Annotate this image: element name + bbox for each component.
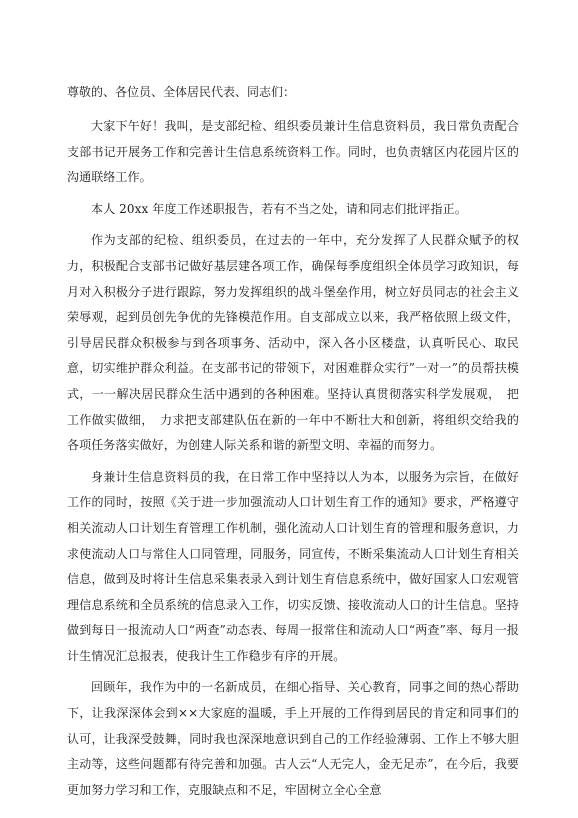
salutation: 尊敬的、各位员、全体居民代表、同志们：: [67, 85, 296, 99]
paragraph-greeting: 大家下午好！我叫，是支部纪检、组织委员兼计生信息资料员，我日常负责配合支部书记开展务工作和完善计生信息系统资料工作。同时，也负责辖区内花园片区的沟通联络工作。: [67, 119, 519, 185]
document-page: [67, 78, 519, 809]
paragraph-discipline-work: 作为支部的纪检、组织委员，在过去的一年中，充分发挥了人民群众赋予的权力，积极配合支部书记做好基层建各项工作，确保每季度组织全体员学习政知识，每月对入积极分子进行跟踪，努力发挥组织的战斗堡垒作用，树立好员同志的社会主义荣辱观，起到员创先争优的先锋模范作用。自支部成立以来，我严格依照上级文件，引导居民群众积极参与到各项事务、活动中，深入各小区楼盘，认真听民心、取民意，切实维护群众利益。在支部书记的带领下，对困难群众实行”一对一”的员帮扶模式，一一解决居民群众生活中遇到的各种困难。坚持认真贯彻落实科学发展观， 把工作做实做细， 力求把支部建队伍在新的一年中不断壮大和创新，将组织交给我的各项任务落实做好，为创建人际关系和谐的新型文明、幸福的而努力。: [67, 233, 519, 453]
paragraph-family-planning-work: 身兼计生信息资料员的我，在日常工作中坚持以人为本，以服务为宗旨，在做好工作的同时，按照《关于进一步加强流动人口计划生育工作的通知》要求，严格遵守相关流动人口计划生育管理工作机制，强化流动人口计划生育的管理和服务意识，力求使流动人口与常住人口同管理，同服务，同宣传，不断采集流动人口计划生育相关信息，做到及时将计生信息采集表录入到计划生育信息系统中，做好国家人口宏观管理信息系统和全员系统的信息录入工作，切实反馈、接收流动人口的计生信息。坚持做到每日一报流动人口“两查”动态表、每周一报常住和流动人口“两查”率、每月一报计生情况汇总报表，使我计生工作稳步有序的开展。: [67, 469, 519, 663]
paragraph-intro: 本人 20xx 年度工作述职报告，若有不当之处，请和同志们批评指正。: [91, 201, 467, 216]
paragraph-review: 回顾年，我作为中的一名新成员，在细心指导、关心教育，同事之间的热心帮助下，让我深深体会到××大家庭的温暖，手上开展的工作得到居民的肯定和同事们的认可，让我深受鼓舞，同时我也深深地意识到自己的工作经验薄弱、工作上不够大胆主动等，这些问题都有待完善和加强。古人云“人无完人，金无足赤”，在今后，我要更加努力学习和工作，克服缺点和不足，牢固树立全心全意: [67, 680, 519, 797]
